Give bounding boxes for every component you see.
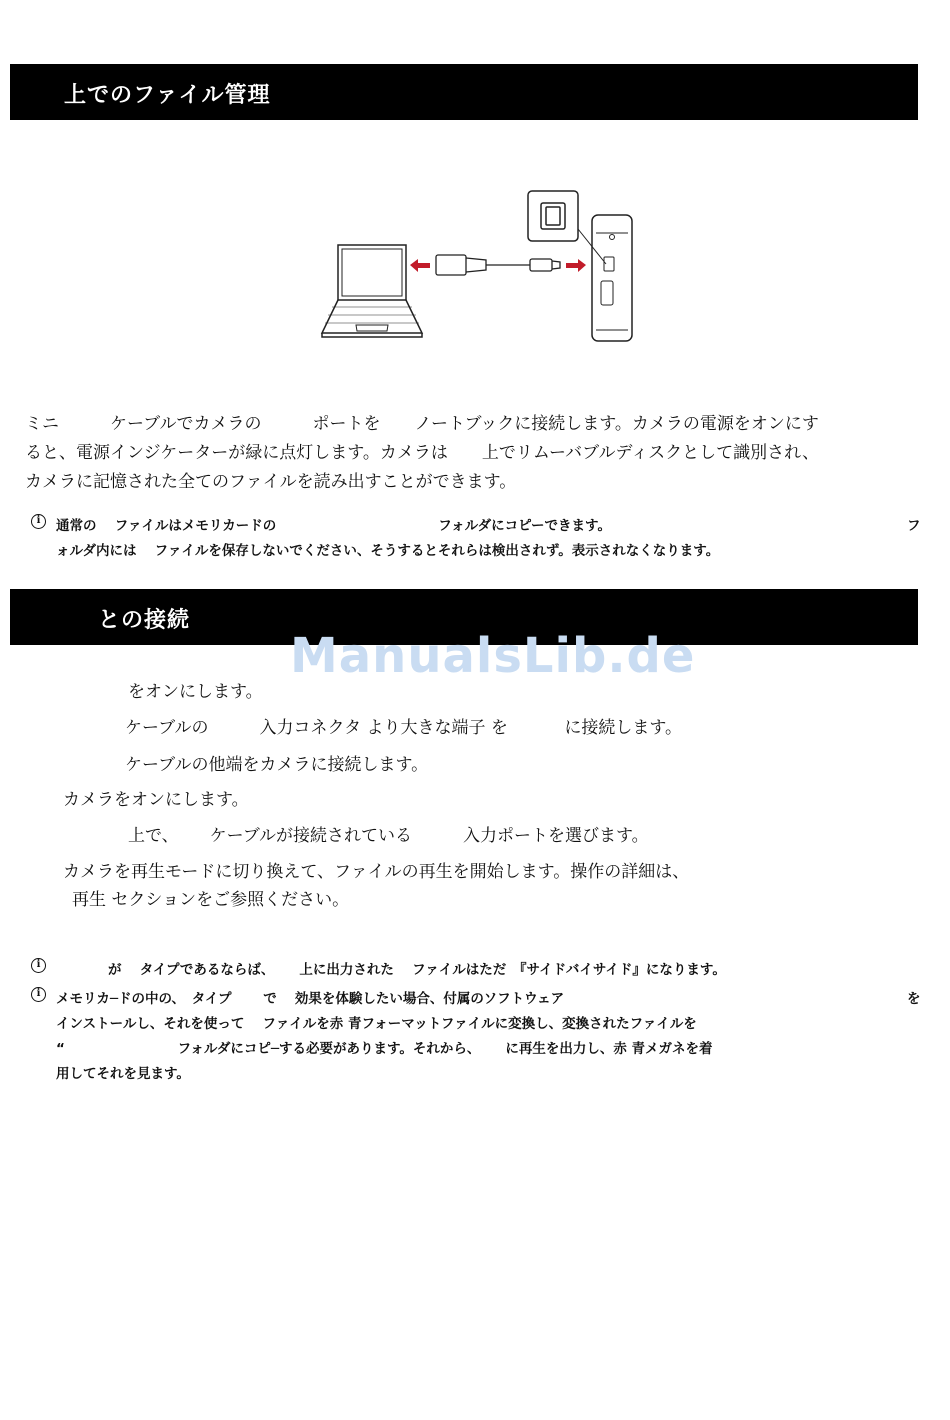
step-line: 再生 セクションをご参照ください。 (72, 890, 350, 910)
section-header-file-management (10, 64, 918, 120)
paragraph-line: ると、電源インジケーターが緑に点灯します。カメラは 上でリムーバブルディスクとして識別され、 (25, 443, 820, 463)
arrow-left-icon (410, 259, 430, 272)
step-line: カメラをオンにします。 (63, 790, 249, 810)
watermark: ManualsLib.de (290, 628, 696, 684)
step-line: ケーブルの他端をカメラに接続します。 (125, 755, 429, 775)
step-line: 上で、 ケーブルが接続されている 入力ポートを選びます。 (128, 826, 649, 846)
note-line-tail: を (907, 991, 921, 1007)
note-line: が タイプであるならば、 上に出力された ファイルはただ 『サイドバイサイド』になります。 (108, 962, 726, 978)
arrow-right-icon (566, 259, 586, 272)
note-line: 通常の ファイルはメモリカードの フォルダにコピーできます。 (56, 518, 611, 534)
step-line: カメラを再生モードに切り換えて、ファイルの再生を開始します。操作の詳細は、 (63, 862, 690, 882)
paragraph-line: カメラに記憶された全てのファイルを読み出すことができます。 (25, 472, 517, 492)
step-line: ケーブルの 入力コネクタ より大きな端子 を に接続します。 (125, 718, 682, 738)
note-line: ォルダ内には ファイルを保存しないでください、そうするとそれらは検出されず。表示されなくなります。 (56, 543, 720, 559)
usb-connection-illustration (310, 185, 650, 345)
section-title: との接続 (98, 608, 191, 633)
note-line-tail: フ (907, 518, 921, 534)
info-icon: i (31, 514, 46, 529)
info-icon: i (31, 958, 46, 973)
section-title: 上でのファイル管理 (64, 83, 271, 108)
step-line: をオンにします。 (128, 682, 263, 702)
usb-plug-illustration (436, 255, 560, 275)
note-line: メモリカ─ドの中の、 タイプ で 効果を体験したい場合、付属のソフトウェア (56, 991, 565, 1007)
laptop-illustration (322, 245, 422, 337)
paragraph-line: ミニ ケーブルでカメラの ポートを ノートブックに接続します。カメラの電源をオンにす (25, 414, 819, 434)
note-line: 用してそれを見ます。 (56, 1066, 190, 1082)
note-line: “ フォルダにコピ─する必要があります。それから、 に再生を出力し、赤 青メガネを着 (56, 1041, 713, 1057)
info-icon: i (31, 987, 46, 1002)
note-line: インストールし、それを使って ファイルを赤 青フォーマットファイルに変換し、変換されたファイルを (56, 1016, 697, 1032)
